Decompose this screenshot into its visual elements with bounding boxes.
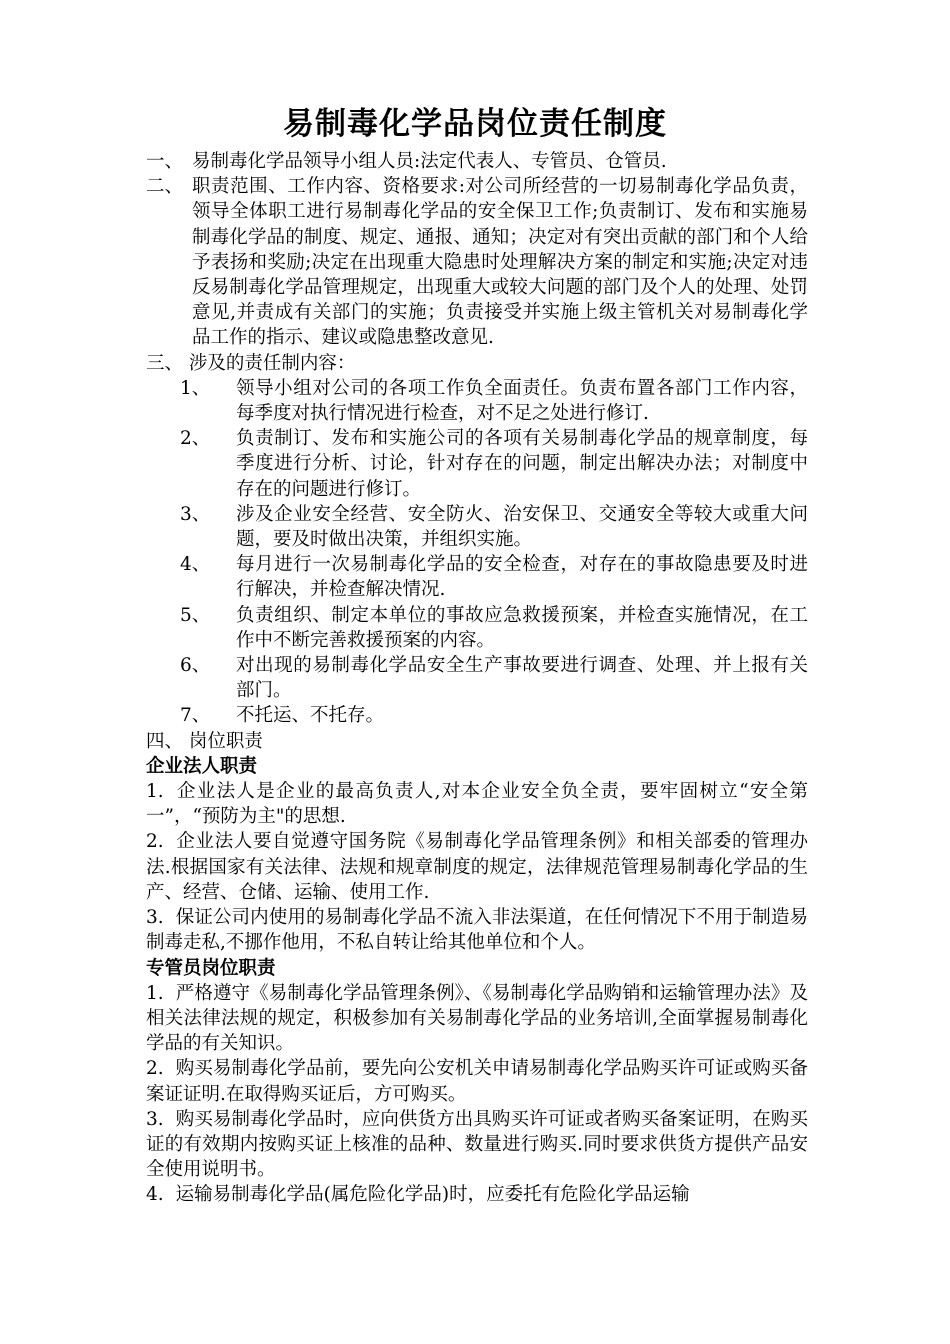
list-item-text: 负责制订、发布和实施公司的各项有关易制毒化学品的规章制度，每季度进行分析、讨论，针对存在的问题，制定出解决办法；对制度中存在的问题进行修订。 <box>236 428 808 500</box>
list-item <box>180 552 808 602</box>
paragraph-number: 4. <box>146 1184 164 1206</box>
document-title: 易制毒化学品岗位责任制度 <box>283 106 667 142</box>
section-4-label: 四、 岗位职责 <box>146 730 263 752</box>
section-2 <box>146 174 808 350</box>
list-item-text: 不托运、不托存。 <box>236 705 385 727</box>
paragraph <box>146 1107 808 1183</box>
section-3-label: 三、 涉及的责任制内容： <box>146 352 356 374</box>
list-item <box>180 653 808 703</box>
paragraph <box>146 1182 808 1207</box>
paragraph <box>146 905 808 955</box>
section-1-text: 易制毒化学品领导小组人员:法定代表人、专管员、仓管员. <box>192 151 667 172</box>
list-item <box>180 502 808 552</box>
paragraph <box>146 1056 808 1106</box>
paragraph <box>146 981 808 1057</box>
paragraph <box>146 779 808 829</box>
list-item <box>180 376 808 426</box>
section-2-number: 二、 <box>146 176 184 198</box>
paragraph-text: 严格遵守《易制毒化学品管理条例》、《易制毒化学品购销和运输管理办法》及相关法律法规的规定，积极参加有关易制毒化学品的业务培训,全面掌握易制毒化学品的有关知识。 <box>146 982 808 1055</box>
paragraph <box>146 829 808 905</box>
list-item-number: 5、 <box>180 604 211 626</box>
paragraph-text: 购买易制毒化学品前，要先向公安机关申请易制毒化学品购买许可证或购买备案证证明.在取得购买证后，方可购买。 <box>146 1058 808 1105</box>
paragraph-number: 3. <box>146 907 164 929</box>
list-item <box>180 703 808 728</box>
list-item-number: 1、 <box>180 377 211 399</box>
paragraph-number: 2. <box>146 831 164 853</box>
list-item <box>180 603 808 653</box>
paragraph-number: 1. <box>146 982 164 1004</box>
paragraph-text: 运输易制毒化学品(属危险化学品)时，应委托有危险化学品运输 <box>175 1184 690 1206</box>
paragraph-number: 3. <box>146 1108 164 1130</box>
list-item-number: 7、 <box>180 705 211 727</box>
list-item-number: 2、 <box>180 428 211 450</box>
paragraph-number: 2. <box>146 1058 164 1080</box>
paragraph-text: 购买易制毒化学品时，应向供货方出具购买许可证或者购买备案证明，在购买证的有效期内按购买证上核准的品种、数量进行购买.同时要求供货方提供产品安全使用说明书。 <box>146 1108 808 1181</box>
document-body <box>146 149 808 1208</box>
list-item-number: 6、 <box>180 655 211 677</box>
list-item-number: 3、 <box>180 503 211 525</box>
list-item-text: 负责组织、制定本单位的事故应急救援预案，并检查实施情况，在工作中不断完善救援预案的内容。 <box>236 604 808 651</box>
list-item <box>180 426 808 502</box>
paragraph-text: 企业法人是企业的最高负责人,对本企业安全负全责，要牢固树立“安全第一”，“预防为主"的思想. <box>146 781 808 828</box>
list-item-text: 涉及企业安全经营、安全防火、治安保卫、交通安全等较大或重大问题，要及时做出决策，并组织实施。 <box>236 503 808 551</box>
legal-person-heading: 企业法人职责 <box>146 755 258 777</box>
paragraph-text: 企业法人要自觉遵守国务院《易制毒化学品管理条例》和相关部委的管理办法.根据国家有关法律、法规和规章制度的规定，法律规范管理易制毒化学品的生产、经营、仓储、运输、使用工作. <box>146 831 808 903</box>
section-1 <box>146 149 808 174</box>
list-item-number: 4、 <box>180 554 211 576</box>
paragraph-number: 1. <box>146 781 164 803</box>
list-item-text: 对出现的易制毒化学品安全生产事故要进行调查、处理、并上报有关部门。 <box>236 655 808 702</box>
paragraph-text: 保证公司内使用的易制毒化学品不流入非法渠道，在任何情况下不用于制造易制毒走私,不挪作他用，不私自转让给其他单位和个人。 <box>146 907 808 954</box>
section-2-text: 职责范围、工作内容、资格要求:对公司所经营的一切易制毒化学品负责，领导全体职工进行易制毒化学品的安全保卫工作;负责制订、发布和实施易制毒化学品的制度、规定、通报、通知；决定对有突出贡献的部门和个人给予表扬和奖励;决定在出现重大隐患时处理解决方案的制定和实施;决定对违反易制毒化学品管理规定，出现重大或较大问题的部门及个人的处理、处罚意见,并责成有关部门的实施；负责接受并实施上级主管机关对易制毒化学品工作的指示、建议或隐患整改意见. <box>192 176 808 349</box>
list-item-text: 领导小组对公司的各项工作负全面责任。负责布置各部门工作内容，每季度对执行情况进行检查，对不足之处进行修订. <box>236 377 808 425</box>
list-item-text: 每月进行一次易制毒化学品的安全检查，对存在的事故隐患要及时进行解决，并检查解决情况. <box>236 554 808 601</box>
section-1-number: 一、 <box>146 151 184 172</box>
custodian-heading: 专管员岗位职责 <box>146 957 276 979</box>
